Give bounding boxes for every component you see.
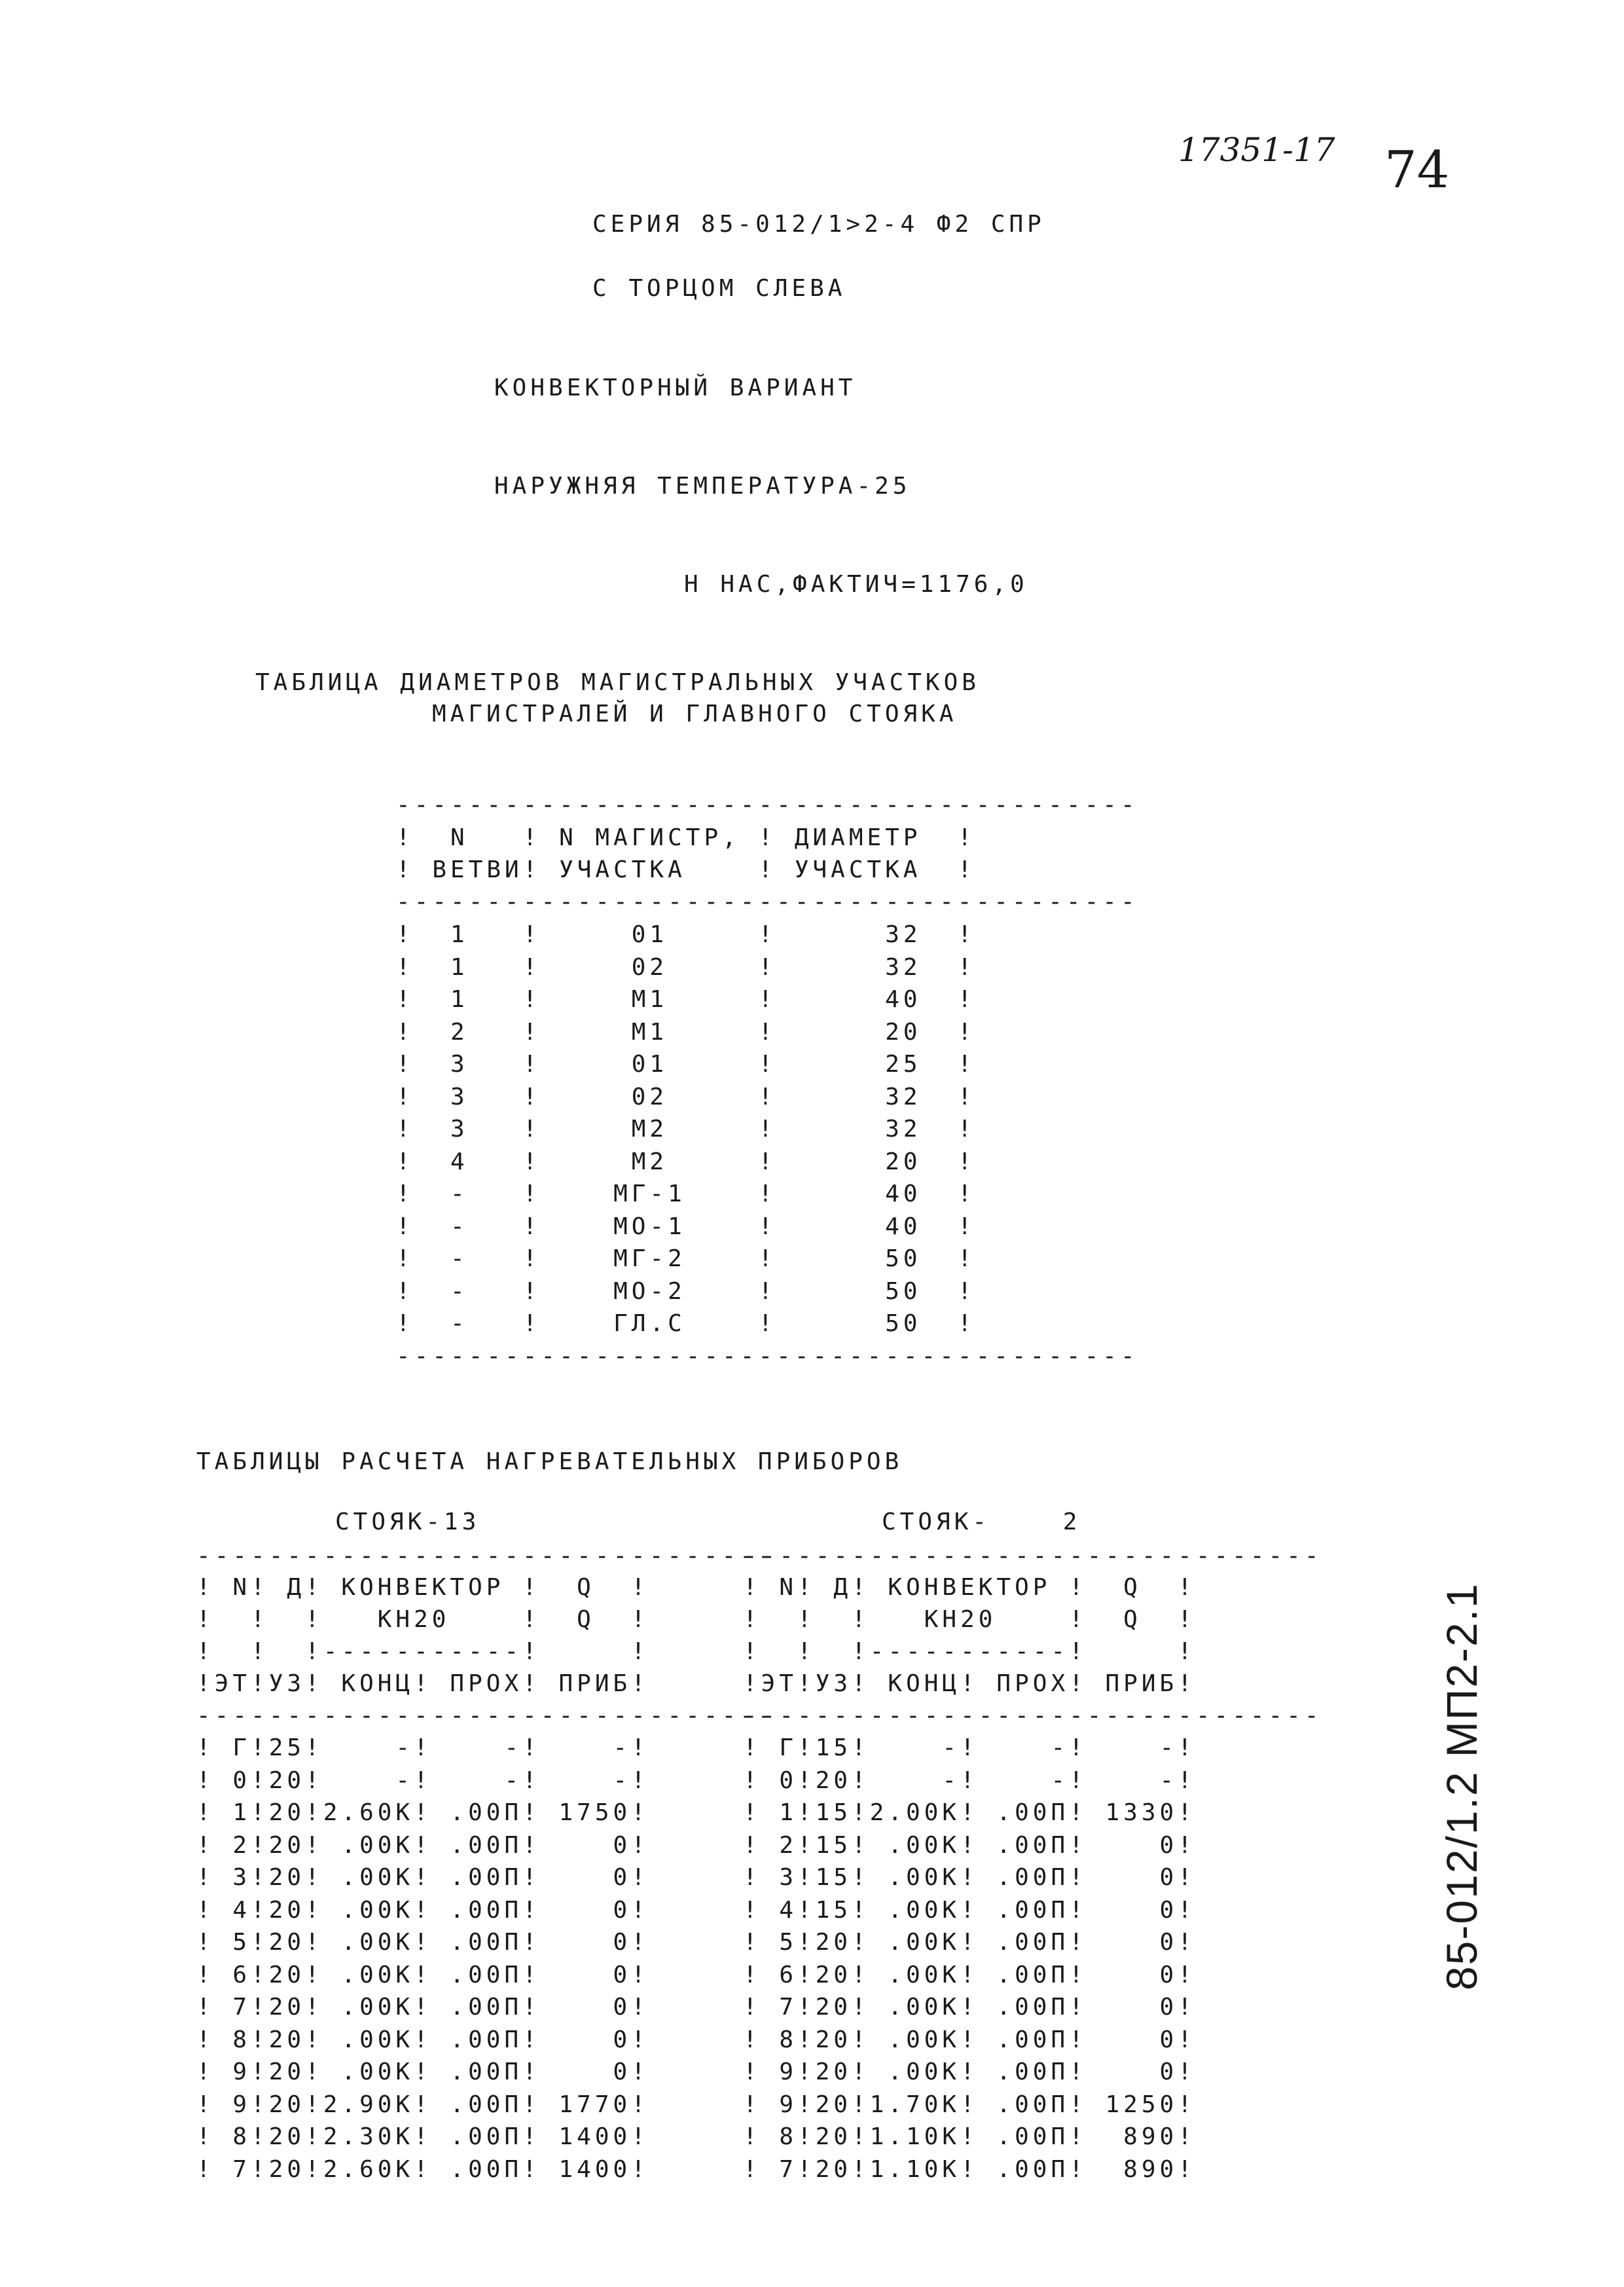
heater-row: ! 7!20!1.10К! .00П! 890!	[743, 2155, 1196, 2183]
heater-row: ! 9!20! .00К! .00П! 0!	[743, 2058, 1196, 2085]
left-riser-rule-mid: --------------------------------	[196, 1702, 776, 1729]
diameters-row: ! - ! МГ-1 ! 40 !	[396, 1180, 976, 1207]
heater-row: ! 0!20! -! -! -!	[743, 1766, 1196, 1794]
right-riser-header-line3: ! ! !-----------! !	[743, 1638, 1196, 1665]
diameters-header-line1: ! N ! N МАГИСТР, ! ДИАМЕТР !	[396, 824, 976, 851]
diameters-row: ! 3 ! М2 ! 32 !	[396, 1116, 976, 1143]
diameters-row: ! 1 ! 01 ! 32 !	[396, 921, 976, 948]
heater-row: ! 7!20!2.60К! .00П! 1400!	[196, 2155, 649, 2183]
right-riser-header-line2: ! ! ! КН20 ! Q !	[743, 1606, 1196, 1633]
heater-row: ! 8!20! .00К! .00П! 0!	[196, 2026, 649, 2053]
right-riser-header-line1: ! N! Д! КОНВЕКТОР ! Q !	[743, 1574, 1196, 1601]
heater-row: ! 3!15! .00К! .00П! 0!	[743, 1864, 1196, 1891]
heater-row: ! 2!20! .00К! .00П! 0!	[196, 1831, 649, 1859]
diameters-rule-mid: -----------------------------------------	[396, 888, 1139, 915]
heater-row: ! Г!25! -! -! -!	[196, 1734, 649, 1761]
diameters-row: ! - ! ГЛ.С ! 50 !	[396, 1310, 976, 1337]
heater-row: ! 2!15! .00К! .00П! 0!	[743, 1831, 1196, 1859]
heater-row: ! 9!20!1.70К! .00П! 1250!	[743, 2091, 1196, 2118]
right-riser-header-line4: !ЭТ!УЗ! КОНЦ! ПРОХ! ПРИБ!	[743, 1670, 1196, 1697]
side-stamp: 85-012/1.2 МП2-2.1	[1437, 1583, 1486, 1990]
diameters-row: ! - ! МГ-2 ! 50 !	[396, 1245, 976, 1272]
diameters-row: ! 1 ! М1 ! 40 !	[396, 986, 976, 1013]
diameters-row: ! 4 ! М2 ! 20 !	[396, 1148, 976, 1175]
diameters-row: ! 1 ! 02 ! 32 !	[396, 953, 976, 981]
heater-row: ! 6!20! .00К! .00П! 0!	[196, 1961, 649, 1988]
archive-number: 17351-17	[1178, 131, 1335, 169]
diameters-row: ! - ! МО-1 ! 40 !	[396, 1213, 976, 1240]
right-riser-rule-top: --------------------------------	[743, 1543, 1323, 1569]
heater-row: ! 9!20! .00К! .00П! 0!	[196, 2058, 649, 2085]
left-riser-header-line2: ! ! ! КН20 ! Q !	[196, 1606, 649, 1633]
heater-row: ! 4!15! .00К! .00П! 0!	[743, 1896, 1196, 1924]
heater-row: ! 5!20! .00К! .00П! 0!	[743, 1929, 1196, 1956]
diameters-title-line2: МАГИСТРАЛЕЙ И ГЛАВНОГО СТОЯКА	[432, 701, 958, 727]
heater-row: ! 0!20! -! -! -!	[196, 1766, 649, 1794]
left-riser-header-line1: ! N! Д! КОНВЕКТОР ! Q !	[196, 1574, 649, 1601]
right-riser-rule-mid: --------------------------------	[743, 1702, 1323, 1729]
heater-row: ! 4!20! .00К! .00П! 0!	[196, 1896, 649, 1924]
heater-row: ! 1!15!2.00К! .00П! 1330!	[743, 1799, 1196, 1826]
heater-row: ! 9!20!2.90К! .00П! 1770!	[196, 2091, 649, 2118]
diameters-row: ! 3 ! 01 ! 25 !	[396, 1051, 976, 1078]
heater-row: ! 7!20! .00К! .00П! 0!	[196, 1994, 649, 2021]
heater-row: ! 7!20! .00К! .00П! 0!	[743, 1994, 1196, 2021]
diameters-header-line2: ! ВЕТВИ! УЧАСТКА ! УЧАСТКА !	[396, 856, 976, 883]
diameters-rule-bottom: -----------------------------------------	[396, 1343, 1139, 1370]
series-title: СЕРИЯ 85-012/1>2-4 Ф2 СПР	[592, 211, 1045, 238]
diameters-rule-top: -----------------------------------------	[396, 792, 1139, 818]
right-riser-label: СТОЯК- 2	[882, 1509, 1081, 1535]
diameters-title-line1: ТАБЛИЦА ДИАМЕТРОВ МАГИСТРАЛЬНЫХ УЧАСТКОВ	[255, 669, 980, 696]
heaters-title: ТАБЛИЦЫ РАСЧЕТА НАГРЕВАТЕЛЬНЫХ ПРИБОРОВ	[196, 1448, 903, 1475]
heater-row: ! 8!20!1.10К! .00П! 890!	[743, 2123, 1196, 2150]
heater-row: ! 1!20!2.60К! .00П! 1750!	[196, 1799, 649, 1826]
heater-row: ! 3!20! .00К! .00П! 0!	[196, 1864, 649, 1891]
diameters-row: ! 3 ! 02 ! 32 !	[396, 1083, 976, 1110]
left-riser-header-line4: !ЭТ!УЗ! КОНЦ! ПРОХ! ПРИБ!	[196, 1670, 649, 1697]
page-number: 74	[1384, 141, 1450, 200]
variant-title: КОНВЕКТОРНЫЙ ВАРИАНТ	[494, 375, 857, 401]
heater-row: ! 5!20! .00К! .00П! 0!	[196, 1929, 649, 1956]
heater-row: ! Г!15! -! -! -!	[743, 1734, 1196, 1761]
heater-row: ! 6!20! .00К! .00П! 0!	[743, 1961, 1196, 1988]
subtitle: С ТОРЦОМ СЛЕВА	[592, 275, 846, 302]
heater-row: ! 8!20!2.30К! .00П! 1400!	[196, 2123, 649, 2150]
pump-head: Н НАС,ФАКТИЧ=1176,0	[684, 571, 1028, 598]
diameters-row: ! 2 ! М1 ! 20 !	[396, 1018, 976, 1046]
diameters-row: ! - ! МО-2 ! 50 !	[396, 1277, 976, 1305]
left-riser-rule-top: --------------------------------	[196, 1543, 776, 1569]
outdoor-temperature: НАРУЖНЯЯ ТЕМПЕРАТУРА-25	[494, 473, 911, 500]
heater-row: ! 8!20! .00К! .00П! 0!	[743, 2026, 1196, 2053]
left-riser-label: СТОЯК-13	[335, 1509, 480, 1535]
left-riser-header-line3: ! ! !-----------! !	[196, 1638, 649, 1665]
